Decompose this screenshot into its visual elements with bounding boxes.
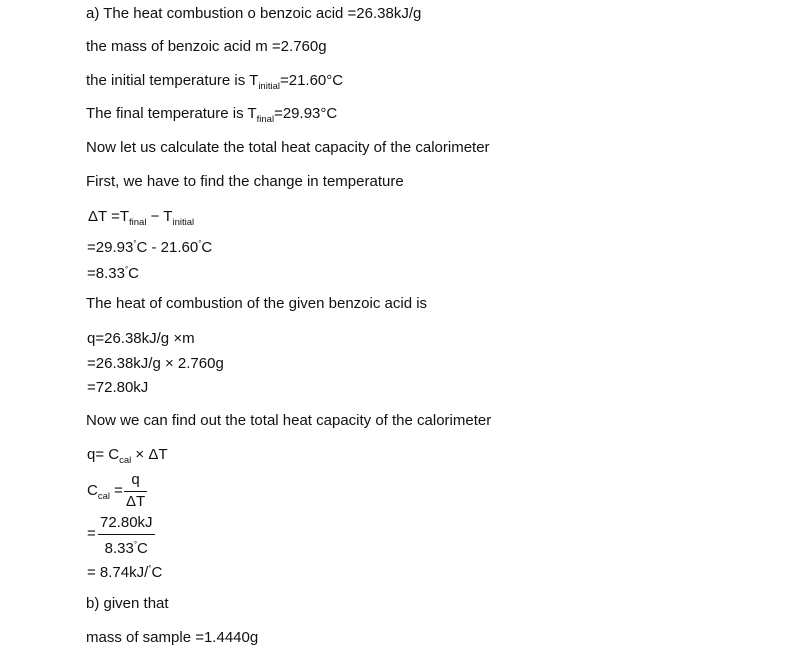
fraction-denominator [103, 536, 150, 558]
delta-t-initial-subscript: initial [172, 217, 195, 228]
text-line-initial-temperature [86, 72, 343, 96]
fraction-numerator: 72.80kJ [100, 514, 153, 531]
final-subscript: final [256, 114, 275, 125]
delta-t-final-subscript: final [129, 217, 147, 228]
equals-sign: = [87, 525, 96, 542]
final-temp-prefix: The final temperature is T [86, 105, 257, 122]
text-line-mass: the mass of benzoic acid m =2.760g [86, 38, 327, 55]
delta-t-lhs: ΔT =T [88, 208, 130, 225]
fraction-numerator: q [131, 471, 140, 488]
q-ccal-equation [87, 446, 168, 470]
q-equation-1: q=26.38kJ/g ×m [87, 330, 195, 347]
den-value: 8.33 [104, 540, 134, 557]
result-a: = 8.74kJ/ [87, 564, 149, 581]
text-line-a-heat-combustion: a) The heat combustion o benzoic acid =26.38kJ/g [86, 5, 422, 22]
degree-mark: ° [124, 265, 129, 274]
delta-t-step-1-b: C - 21.60 [136, 239, 199, 256]
initial-temp-prefix: the initial temperature is T [86, 72, 259, 89]
fraction-denominator: ΔT [126, 493, 146, 510]
ccal-equals: = [110, 482, 123, 499]
final-temp-value: =29.93°C [274, 105, 338, 122]
den-unit: C [137, 540, 148, 557]
q-ccal-a: q= C [87, 446, 120, 463]
q-ccal-b: × ΔT [131, 446, 168, 463]
fraction-bar [98, 534, 155, 535]
delta-t-step-2-a: =8.33 [87, 265, 125, 282]
text-line-find-heat-capacity: Now we can find out the total heat capacity of the calorimeter [86, 412, 492, 429]
initial-subscript: initial [258, 81, 280, 92]
cal-subscript: cal [119, 455, 132, 466]
result-ccal [87, 560, 162, 582]
fraction-bar [124, 491, 147, 492]
degree-mark: ° [148, 564, 152, 573]
delta-t-step-1-a: =29.93 [87, 239, 134, 256]
degree-mark: ° [198, 239, 202, 248]
delta-t-step-1-c: C [201, 239, 213, 256]
result-b: C [151, 564, 163, 581]
delta-t-step-2 [87, 261, 139, 283]
text-line-calculate-heat-capacity: Now let us calculate the total heat capacity of the calorimeter [86, 139, 490, 156]
text-line-change-in-temperature: First, we have to find the change in temperature [86, 173, 404, 190]
ccal-subscript: cal [97, 491, 110, 502]
ccal-lhs [87, 482, 123, 506]
q-equation-3: =72.80kJ [87, 379, 149, 396]
delta-t-step-2-b: C [128, 265, 140, 282]
text-line-b-given-that: b) given that [86, 595, 169, 612]
delta-t-minus: − T [146, 208, 173, 225]
delta-t-equation [88, 208, 194, 232]
text-line-mass-of-sample: mass of sample =1.4440g [86, 629, 259, 646]
initial-temp-value: =21.60°C [279, 72, 344, 89]
fraction-value [98, 514, 155, 558]
text-line-heat-of-combustion: The heat of combustion of the given benzoic acid is [86, 295, 428, 312]
ccal-c: C [87, 482, 98, 499]
q-equation-2: =26.38kJ/g × 2.760g [87, 355, 224, 372]
fraction-q-over-delta-t [124, 471, 147, 511]
text-line-final-temperature [86, 105, 337, 129]
degree-mark: ° [133, 540, 138, 549]
degree-mark: ° [133, 239, 137, 248]
delta-t-step-1 [87, 235, 212, 257]
